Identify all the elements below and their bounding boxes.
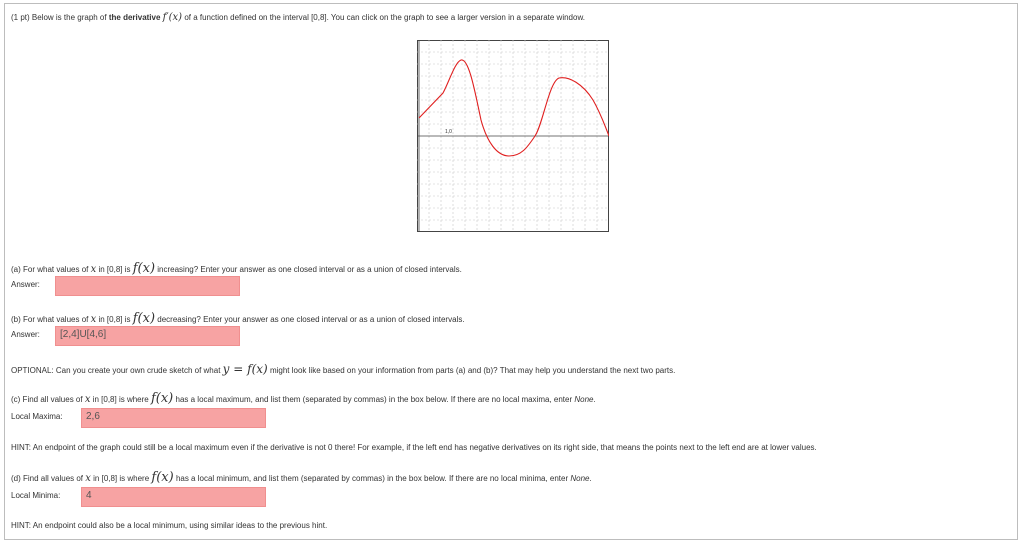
part-a-q1: (a) For what values of bbox=[11, 265, 89, 274]
part-b-q2: in [0,8] is bbox=[98, 315, 131, 324]
hint-2: HINT: An endpoint could also be a local minimum, using similar ideas to the previous hint. bbox=[11, 521, 328, 530]
intro-fprime: f′(x) bbox=[162, 12, 183, 23]
part-a-answer-input[interactable] bbox=[55, 276, 240, 296]
intro-rest: of a function defined on the interval [0,8]. You can click on the graph to see a larger version in a separate window. bbox=[184, 13, 586, 22]
part-d-q1: (d) Find all values of bbox=[11, 474, 84, 483]
local-minima-input[interactable]: 4 bbox=[81, 487, 266, 507]
derivative-graph[interactable] bbox=[417, 40, 609, 232]
optional-text bbox=[11, 363, 675, 377]
part-a-q2: in [0,8] is bbox=[98, 265, 131, 274]
part-d-q3: has a local minimum, and list them (separated by commas) in the box below. If there are no local minima, enter bbox=[175, 474, 569, 483]
part-d-question: (d) Find all values of x in [0,8] is where f(x) has a local minimum, and list them (separated by commas) in the box below. If there are no local minima, enter None. bbox=[11, 470, 592, 485]
part-b-q1: (b) For what values of bbox=[11, 315, 89, 324]
part-c-label: Local Maxima: bbox=[11, 412, 63, 421]
part-b-q3: decreasing? Enter your answer as one closed interval or as a union of closed intervals. bbox=[157, 315, 465, 324]
part-c-q1: (c) Find all values of bbox=[11, 395, 83, 404]
optional-q2: might look like based on your information from parts (a) and (b)? That may help you understand the next two parts. bbox=[269, 366, 676, 375]
local-maxima-input[interactable]: 2,6 bbox=[81, 408, 266, 428]
part-b-answer-input[interactable]: [2,4]U[4,6] bbox=[55, 326, 240, 346]
part-a-fx: f(x) bbox=[132, 261, 156, 276]
intro-bold: the derivative bbox=[108, 13, 161, 22]
part-a-q3: increasing? Enter your answer as one closed interval or as a union of closed intervals. bbox=[157, 265, 462, 274]
intro-points: (1 pt) Below is the graph of bbox=[11, 13, 107, 22]
part-d-fx: f(x) bbox=[151, 470, 174, 485]
intro-text bbox=[11, 12, 585, 24]
part-c-none: None bbox=[574, 395, 594, 404]
part-b-label: Answer: bbox=[11, 330, 40, 339]
part-c-q2: in [0,8] is where bbox=[92, 395, 149, 404]
part-c-x: x bbox=[84, 394, 91, 405]
part-d-x: x bbox=[85, 473, 91, 484]
part-b-question bbox=[11, 313, 465, 326]
part-a-question bbox=[11, 263, 462, 276]
part-a-x: x bbox=[90, 264, 97, 275]
part-b-x: x bbox=[90, 314, 97, 325]
part-d-none: None bbox=[570, 474, 590, 483]
axis-label: 1,0 bbox=[445, 129, 452, 135]
part-d-q2: in [0,8] is where bbox=[93, 474, 150, 483]
part-d-label: Local Minima: bbox=[11, 491, 61, 500]
hint-1: HINT: An endpoint of the graph could still be a local maximum even if the derivative is not 0 there! For example, if the left end has negative derivatives on its right side, that means the points next to the left end are at lower values. bbox=[11, 443, 817, 452]
optional-eq: y = f(x) bbox=[222, 362, 268, 376]
part-c-q3: has a local maximum, and list them (separated by commas) in the box below. If there are no local maxima, enter bbox=[175, 395, 573, 404]
optional-q1: OPTIONAL: Can you create your own crude sketch of what bbox=[11, 366, 221, 375]
part-c-question: (c) Find all values of x in [0,8] is where f(x) has a local maximum, and list them (separated by commas) in the box below. If there are no local maxima, enter None. bbox=[11, 391, 596, 406]
part-a-label: Answer: bbox=[11, 280, 40, 289]
part-c-fx: f(x) bbox=[150, 391, 174, 406]
part-b-fx: f(x) bbox=[132, 311, 156, 326]
